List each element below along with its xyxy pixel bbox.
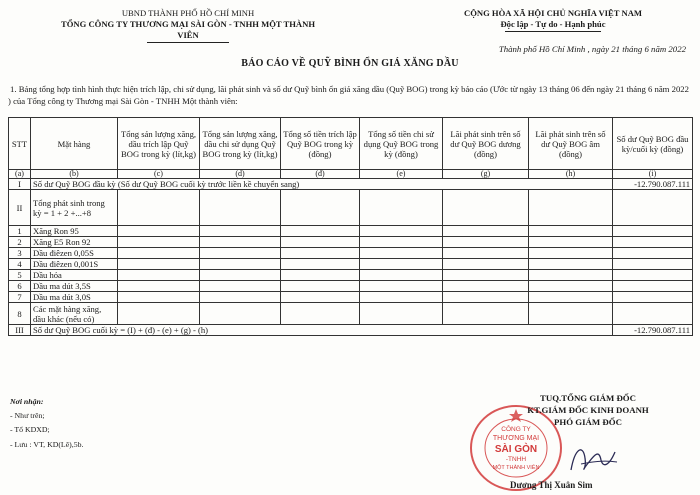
- row-stt: II: [9, 190, 31, 226]
- opening-balance-value: -12.790.087.111: [613, 179, 693, 190]
- row-stt: I: [9, 179, 31, 190]
- row-stt: III: [9, 325, 31, 336]
- document-title: BÁO CÁO VỀ QUỸ BÌNH ỔN GIÁ XĂNG DẦU: [241, 58, 459, 69]
- recipient-item: - Lưu : VT, KD(Lê),5b.: [10, 439, 84, 449]
- column-label-row: [9, 170, 693, 179]
- row-stt: 8: [9, 303, 31, 325]
- signature-line: PHÓ GIÁM ĐỐC: [554, 416, 622, 427]
- row-stt: 4: [9, 259, 31, 270]
- seal-line: CÔNG TY: [501, 426, 531, 433]
- table-row: [9, 226, 693, 237]
- row-label: Dầu điêzen 0,001S: [31, 259, 118, 270]
- country-name: CỘNG HÒA XÃ HỘI CHỦ NGHĨA VIỆT NAM: [463, 8, 643, 18]
- seal-line: -TNHH: [505, 456, 527, 463]
- col-label: (a): [9, 170, 31, 179]
- header-amount-appropriated: Tổng số tiền trích lập Quỹ BOG trong kỳ (đồng): [281, 118, 360, 170]
- seal-line: THƯƠNG MẠI: [492, 435, 540, 442]
- col-label: (d): [200, 170, 281, 179]
- col-label: (g): [443, 170, 529, 179]
- row-label: Các mặt hàng xăng, dầu khác (nếu có): [31, 303, 118, 325]
- recipient-item: - Như trên;: [10, 411, 45, 421]
- recipients-block: [10, 395, 83, 452]
- table-row-total-movement: [9, 190, 693, 226]
- table-row: [9, 292, 693, 303]
- row-label: Dầu ma dút 3,5S: [31, 281, 118, 292]
- row-label: Số dư Quỹ BOG cuối kỳ = (I) + (đ) - (e) + (g) - (h): [31, 325, 613, 336]
- date-line: Thành phố Hồ Chí Minh , ngày 21 tháng 6 năm 2022: [498, 44, 686, 54]
- col-label: (e): [360, 170, 443, 179]
- bog-table: [8, 117, 693, 336]
- row-label: Dầu điêzen 0,05S: [31, 248, 118, 259]
- row-stt: 6: [9, 281, 31, 292]
- header-balance: Số dư Quỹ BOG đầu kỳ/cuối kỳ (đồng): [613, 118, 693, 170]
- intro-paragraph: 1. Bảng tổng hợp tình hình thực hiện trích lập, chi sử dụng, lãi phát sinh và số dư Quỹ bình ổn giá xăng dầu (Quỹ BOG) trong kỳ báo cáo (Ước từ ngày 13 tháng 06 đến ngày 21 tháng 6 năm 2022 ) của Tổng công ty Thương mại Sài Gòn - TNHH Một thành viên:: [8, 84, 689, 106]
- table-row: [9, 270, 693, 281]
- signer-name: Dương Thị Xuân Sim: [510, 480, 593, 490]
- col-label: (b): [31, 170, 118, 179]
- org-parent: UBND THÀNH PHỐ HỒ CHÍ MINH: [121, 8, 255, 18]
- recipients-label: Nơi nhận:: [10, 397, 44, 406]
- header-interest-negative: Lãi phát sinh trên số dư Quỹ BOG âm (đồng): [529, 118, 613, 170]
- org-header: [52, 8, 324, 43]
- header-amount-used: Tổng số tiền chi sử dụng Quỹ BOG trong kỳ (đồng): [360, 118, 443, 170]
- table-row-opening-balance: [9, 179, 693, 190]
- table-row: [9, 237, 693, 248]
- row-label: Xăng Ron 95: [31, 226, 118, 237]
- motto: Độc lập - Tự do - Hạnh phúc: [500, 19, 606, 29]
- header-volume-used: Tổng sản lượng xăng, dầu chi sử dụng Quỹ BOG trong kỳ (lít,kg): [200, 118, 281, 170]
- table-row-closing-balance: [9, 325, 693, 336]
- motto-underline: [505, 31, 601, 32]
- seal-line: MỘT THÀNH VIÊN: [492, 465, 540, 471]
- table-row: [9, 281, 693, 292]
- col-label: (i): [613, 170, 693, 179]
- col-label: (c): [118, 170, 200, 179]
- row-stt: 1: [9, 226, 31, 237]
- col-label: (đ): [281, 170, 360, 179]
- row-label: Xăng E5 Ron 92: [31, 237, 118, 248]
- header-interest-positive: Lãi phát sinh trên số dư Quỹ BOG dương (đồng): [443, 118, 529, 170]
- signature-block: [488, 393, 688, 428]
- national-header: [418, 8, 688, 32]
- header-volume-appropriated: Tổng sản lượng xăng, dầu trích lập Quỹ BOG trong kỳ (lít,kg): [118, 118, 200, 170]
- table-row: [9, 303, 693, 325]
- row-label: Dầu hỏa: [31, 270, 118, 281]
- row-label: Số dư Quỹ BOG đầu kỳ (Số dư Quỹ BOG cuối kỳ trước liền kề chuyển sang): [31, 179, 613, 190]
- row-stt: 2: [9, 237, 31, 248]
- header-item: Mặt hàng: [31, 118, 118, 170]
- row-stt: 3: [9, 248, 31, 259]
- row-stt: 7: [9, 292, 31, 303]
- closing-balance-value: -12.790.087.111: [613, 325, 693, 336]
- header-stt: STT: [9, 118, 31, 170]
- signature-line: TUQ.TỔNG GIÁM ĐỐC: [539, 393, 637, 403]
- seal-line: SÀI GÒN: [494, 444, 538, 455]
- org-name: TỔNG CÔNG TY THƯƠNG MẠI SÀI GÒN - TNHH MỘT THÀNH VIÊN: [60, 19, 316, 40]
- signature-line: KT.GIÁM ĐỐC KINH DOANH: [527, 404, 649, 415]
- row-label: Dầu ma dút 3,0S: [31, 292, 118, 303]
- header-row: [9, 118, 693, 170]
- row-stt: 5: [9, 270, 31, 281]
- row-label: Tổng phát sinh trong kỳ = 1 + 2 +...+8: [31, 190, 118, 226]
- table-row: [9, 259, 693, 270]
- col-label: (h): [529, 170, 613, 179]
- recipient-item: - Tổ KDXD;: [10, 425, 50, 435]
- handwritten-signature: [565, 440, 621, 478]
- table-row: [9, 248, 693, 259]
- org-underline: [147, 42, 229, 43]
